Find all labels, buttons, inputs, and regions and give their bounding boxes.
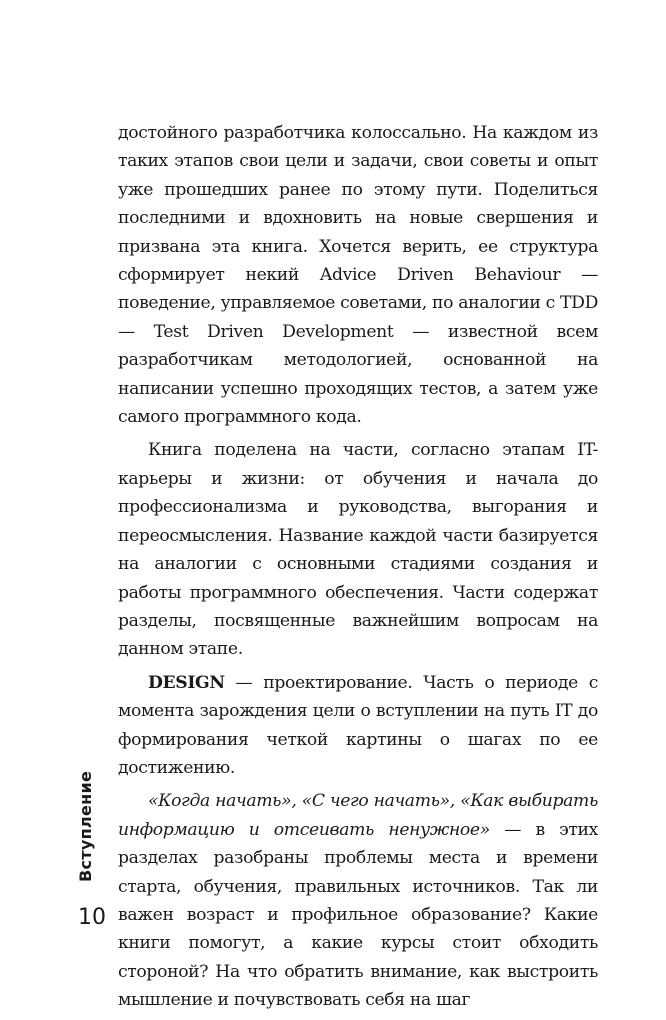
section-titles: «Когда начать», «С чего начать», «Как выбирать информацию и отсеивать ненужное»	[118, 791, 598, 840]
paragraph-3	[118, 669, 598, 783]
body-text	[118, 119, 598, 1020]
section-label: Вступление	[76, 770, 95, 882]
paragraph-2: Книга поделена на части, согласно этапам IT-карьеры и жизни: от обучения и начала до профессионализма и руководства, выгорания и переосмысления. Название каждой части базируется на аналогии с основными стадиями создания и работы программного обеспечения. Части содержат разделы, посвященные важнейшим вопросам на данном этапе.	[118, 440, 598, 660]
paragraph-1: достойного разработчика колоссально. На каждом из таких этапов свои цели и задачи, свои советы и опыт уже прошедших ранее по этому пути. Поделиться последними и вдохновить на новые свершения и призвана эта книга. Хочется верить, ее структура сформирует некий Advice Driven Behaviour — поведение, управляемое советами, по аналогии с TDD — Test Driven Development — известной всем разработчикам методологией, основанной на написании успешно проходящих тестов, а затем уже самого программного кода.	[118, 123, 598, 428]
page-number: 10	[78, 905, 106, 930]
paragraph-3-text: — проектирование. Часть о периоде с момента зарождения цели о вступлении на путь IT до формирования четкой картины о шагах по ее достижению.	[118, 672, 598, 778]
paragraph-4	[118, 787, 598, 1014]
paragraph-4-text: — в этих разделах разобраны проблемы места и времени старта, обучения, правильных источников. Так ли важен возраст и профильное образование? Какие книги помогут, а какие курсы стоит обходить стороной? На что обратить внимание, как выстроить мышление и почувствовать себя на шаг	[118, 819, 598, 1011]
design-term: DESIGN	[148, 672, 225, 693]
